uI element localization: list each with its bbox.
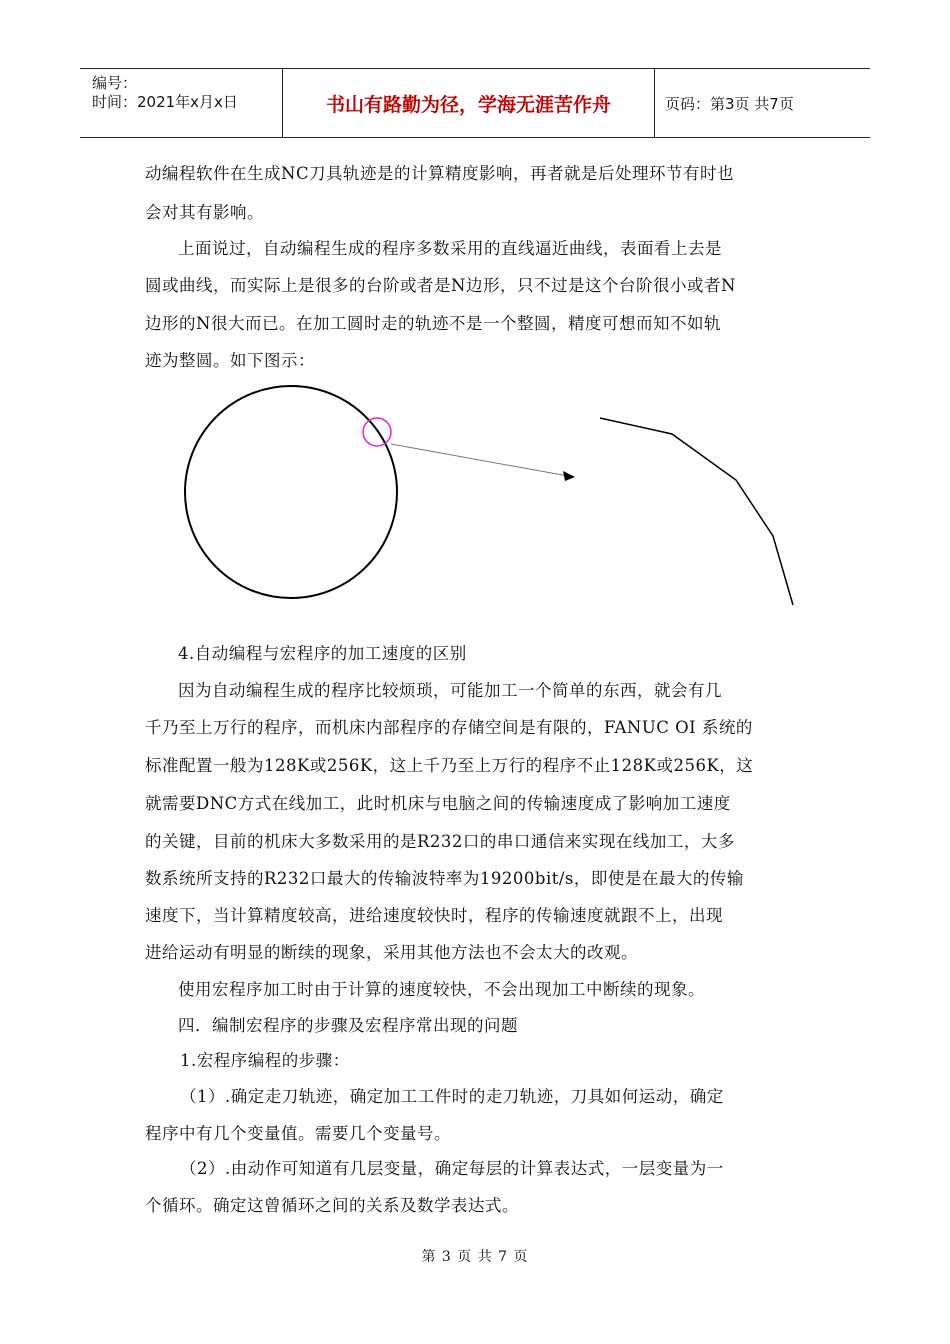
text-line: 千乃至上万行的程序，而机床内部程序的存储空间是有限的，FANUC OI 系统的: [145, 718, 753, 737]
zoom-arrow-line: [391, 444, 568, 476]
text-line: 会对其有影响。: [145, 203, 264, 222]
highlight-circle: [363, 418, 391, 446]
text-line: 边形的N很大而已。在加工圆时走的轨迹不是一个整圆，精度可想而知不如轨: [145, 314, 721, 333]
text-line: 速度下，当计算精度较高，进给速度较快时，程序的传输速度就跟不上，出现: [145, 906, 723, 925]
header-page-info: 页码：第3页 共7页: [665, 94, 794, 113]
section-heading: 四．编制宏程序的步骤及宏程序常出现的问题: [178, 1016, 518, 1035]
full-circle: [185, 386, 397, 598]
section-heading: 4.自动编程与宏程序的加工速度的区别: [178, 644, 467, 663]
text-line: 标准配置一般为128K或256K，这上千乃至上万行的程序不止128K或256K，这: [145, 756, 754, 775]
zoom-arrow-head: [563, 471, 575, 481]
page-footer: 第 3 页 共 7 页: [421, 1249, 529, 1265]
text-line: 个循环。确定这曾循环之间的关系及数学表达式。: [145, 1196, 519, 1215]
number-label: 编号：: [92, 74, 138, 92]
text-line: 就需要DNC方式在线加工，此时机床与电脑之间的传输速度成了影响加工速度: [145, 794, 731, 813]
subsection-heading: 1.宏程序编程的步骤：: [180, 1051, 350, 1070]
text-line: 因为自动编程生成的程序比较烦琐，可能加工一个简单的东西，就会有几: [178, 681, 722, 700]
text-line: （1）.确定走刀轨迹，确定加工工件时的走刀轨迹，刀具如何运动，确定: [180, 1087, 724, 1106]
text-line: 的关键，目前的机床大多数采用的是R232口的串口通信来实现在线加工，大多: [145, 832, 735, 851]
text-line: （2）.由动作可知道有几层变量，确定每层的计算表达式，一层变量为一: [180, 1159, 724, 1178]
text-line: 程序中有几个变量值。需要几个变量号。: [145, 1124, 451, 1143]
text-line: 数系统所支持的R232口最大的传输波特率为19200bit/s，即使是在最大的传输: [145, 869, 744, 888]
header-motto: 书山有路勤为径，学海无涯苦作舟: [283, 69, 655, 137]
polygonal-trajectory: [600, 418, 793, 605]
text-line: 上面说过，自动编程生成的程序多数采用的直线逼近曲线，表面看上去是: [178, 239, 722, 258]
time-label: 时间：2021年x月x日: [92, 93, 238, 111]
text-line: 进给运动有明显的断续的现象，采用其他方法也不会太大的改观。: [145, 943, 638, 962]
text-line: 圆或曲线，而实际上是很多的台阶或者是N边形，只不过是这个台阶很小或者N: [145, 276, 736, 295]
text-line: 使用宏程序加工时由于计算的速度较快，不会出现加工中断续的现象。: [178, 980, 705, 999]
text-line: 迹为整圆。如下图示：: [145, 351, 315, 370]
text-line: 动编程软件在生成NC刀具轨迹是的计算精度影响，再者就是后处理环节有时也: [145, 164, 735, 183]
